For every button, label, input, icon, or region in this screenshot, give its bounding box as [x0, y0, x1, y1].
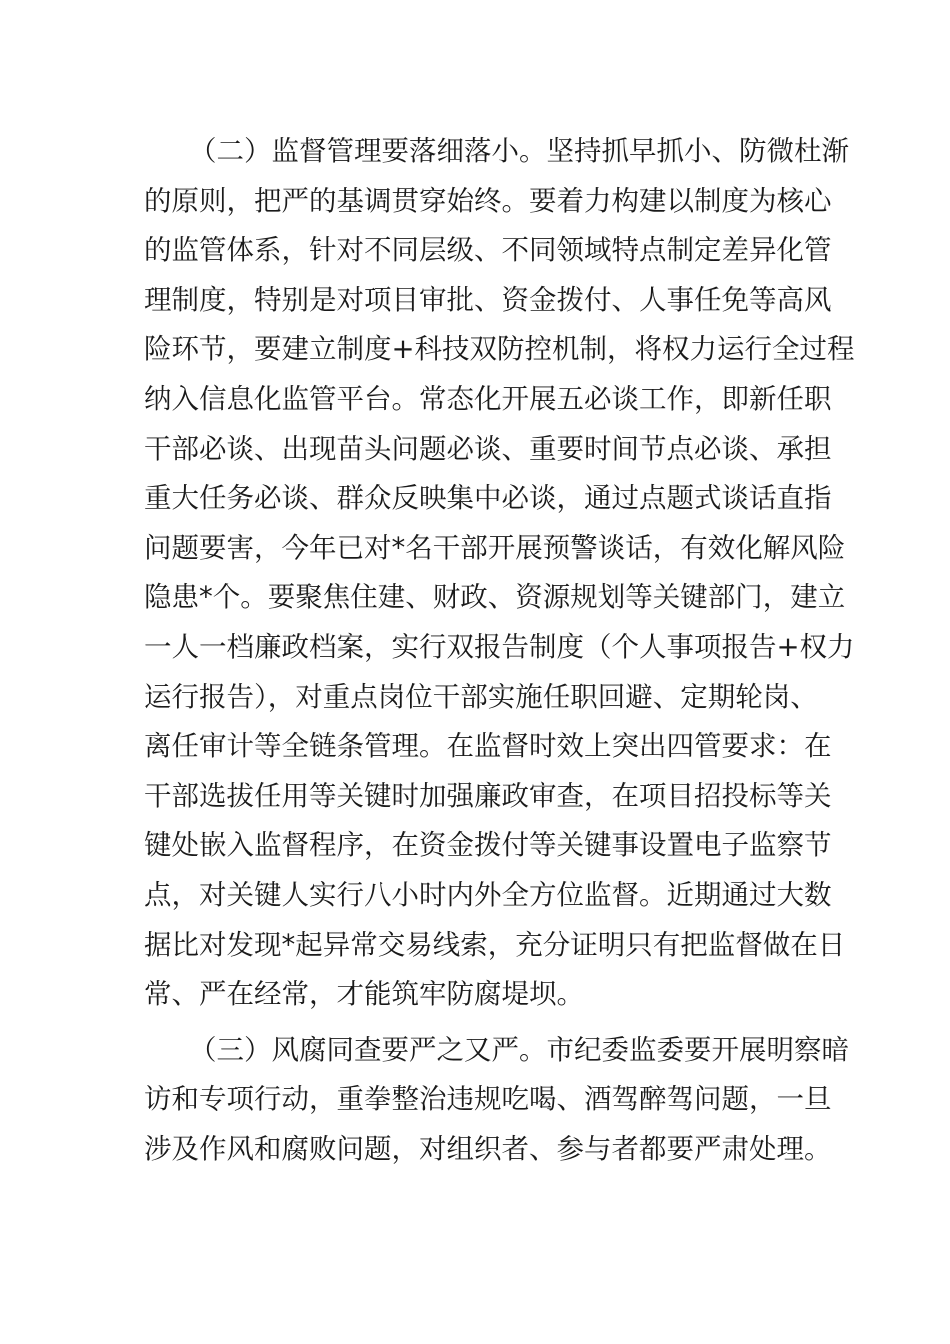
- text-line: 隐患*个。要聚焦住建、财政、资源规划等关键部门，建立: [144, 581, 846, 614]
- text-line: 重大任务必谈、群众反映集中必谈，通过点题式谈话直指: [144, 482, 832, 515]
- paragraph-section-2: [144, 127, 855, 1020]
- text-line: 涉及作风和腐败问题，对组织者、参与者都要严肃处理。: [144, 1132, 832, 1165]
- text-line: 运行报告），对重点岗位干部实施任职回避、定期轮岗、: [144, 680, 818, 713]
- document-body: [144, 127, 855, 1174]
- text-line: 干部选拔任用等关键时加强廉政审查，在项目招投标等关: [144, 779, 832, 812]
- text-line: 的原则，把严的基调贯穿始终。要着力构建以制度为核心: [144, 184, 832, 217]
- text-line: 干部必谈、出现苗头问题必谈、重要时间节点必谈、承担: [144, 432, 832, 465]
- text-line: 险环节，要建立制度+科技双防控机制，将权力运行全过程: [144, 333, 855, 366]
- paragraph-section-3: [144, 1026, 849, 1175]
- text-line: 访和专项行动，重拳整治违规吃喝、酒驾醉驾问题，一旦: [144, 1083, 832, 1116]
- text-line: 纳入信息化监管平台。常态化开展五必谈工作，即新任职: [144, 382, 832, 415]
- text-line: 的监管体系，针对不同层级、不同领域特点制定差异化管: [144, 234, 832, 267]
- text-line: 一人一档廉政档案，实行双报告制度（个人事项报告+权力: [144, 630, 855, 663]
- text-line: （三）风腐同查要严之又严。市纪委监委要开展明察暗: [189, 1033, 849, 1066]
- text-line: 常、严在经常，才能筑牢防腐堤坝。: [144, 978, 584, 1011]
- text-line: 据比对发现*起异常交易线索，充分证明只有把监督做在日: [144, 928, 846, 961]
- text-line: （二）监督管理要落细落小。坚持抓早抓小、防微杜渐: [189, 135, 849, 167]
- text-line: 离任审计等全链条管理。在监督时效上突出四管要求：在: [144, 730, 832, 763]
- text-line: 键处嵌入监督程序，在资金拨付等关键事设置电子监察节: [144, 829, 832, 862]
- text-line: 问题要害，今年已对*名干部开展预警谈话，有效化解风险: [144, 531, 846, 564]
- text-line: 点，对关键人实行八小时内外全方位监督。近期通过大数: [144, 878, 832, 911]
- text-line: 理制度，特别是对项目审批、资金拨付、人事任免等高风: [144, 283, 832, 316]
